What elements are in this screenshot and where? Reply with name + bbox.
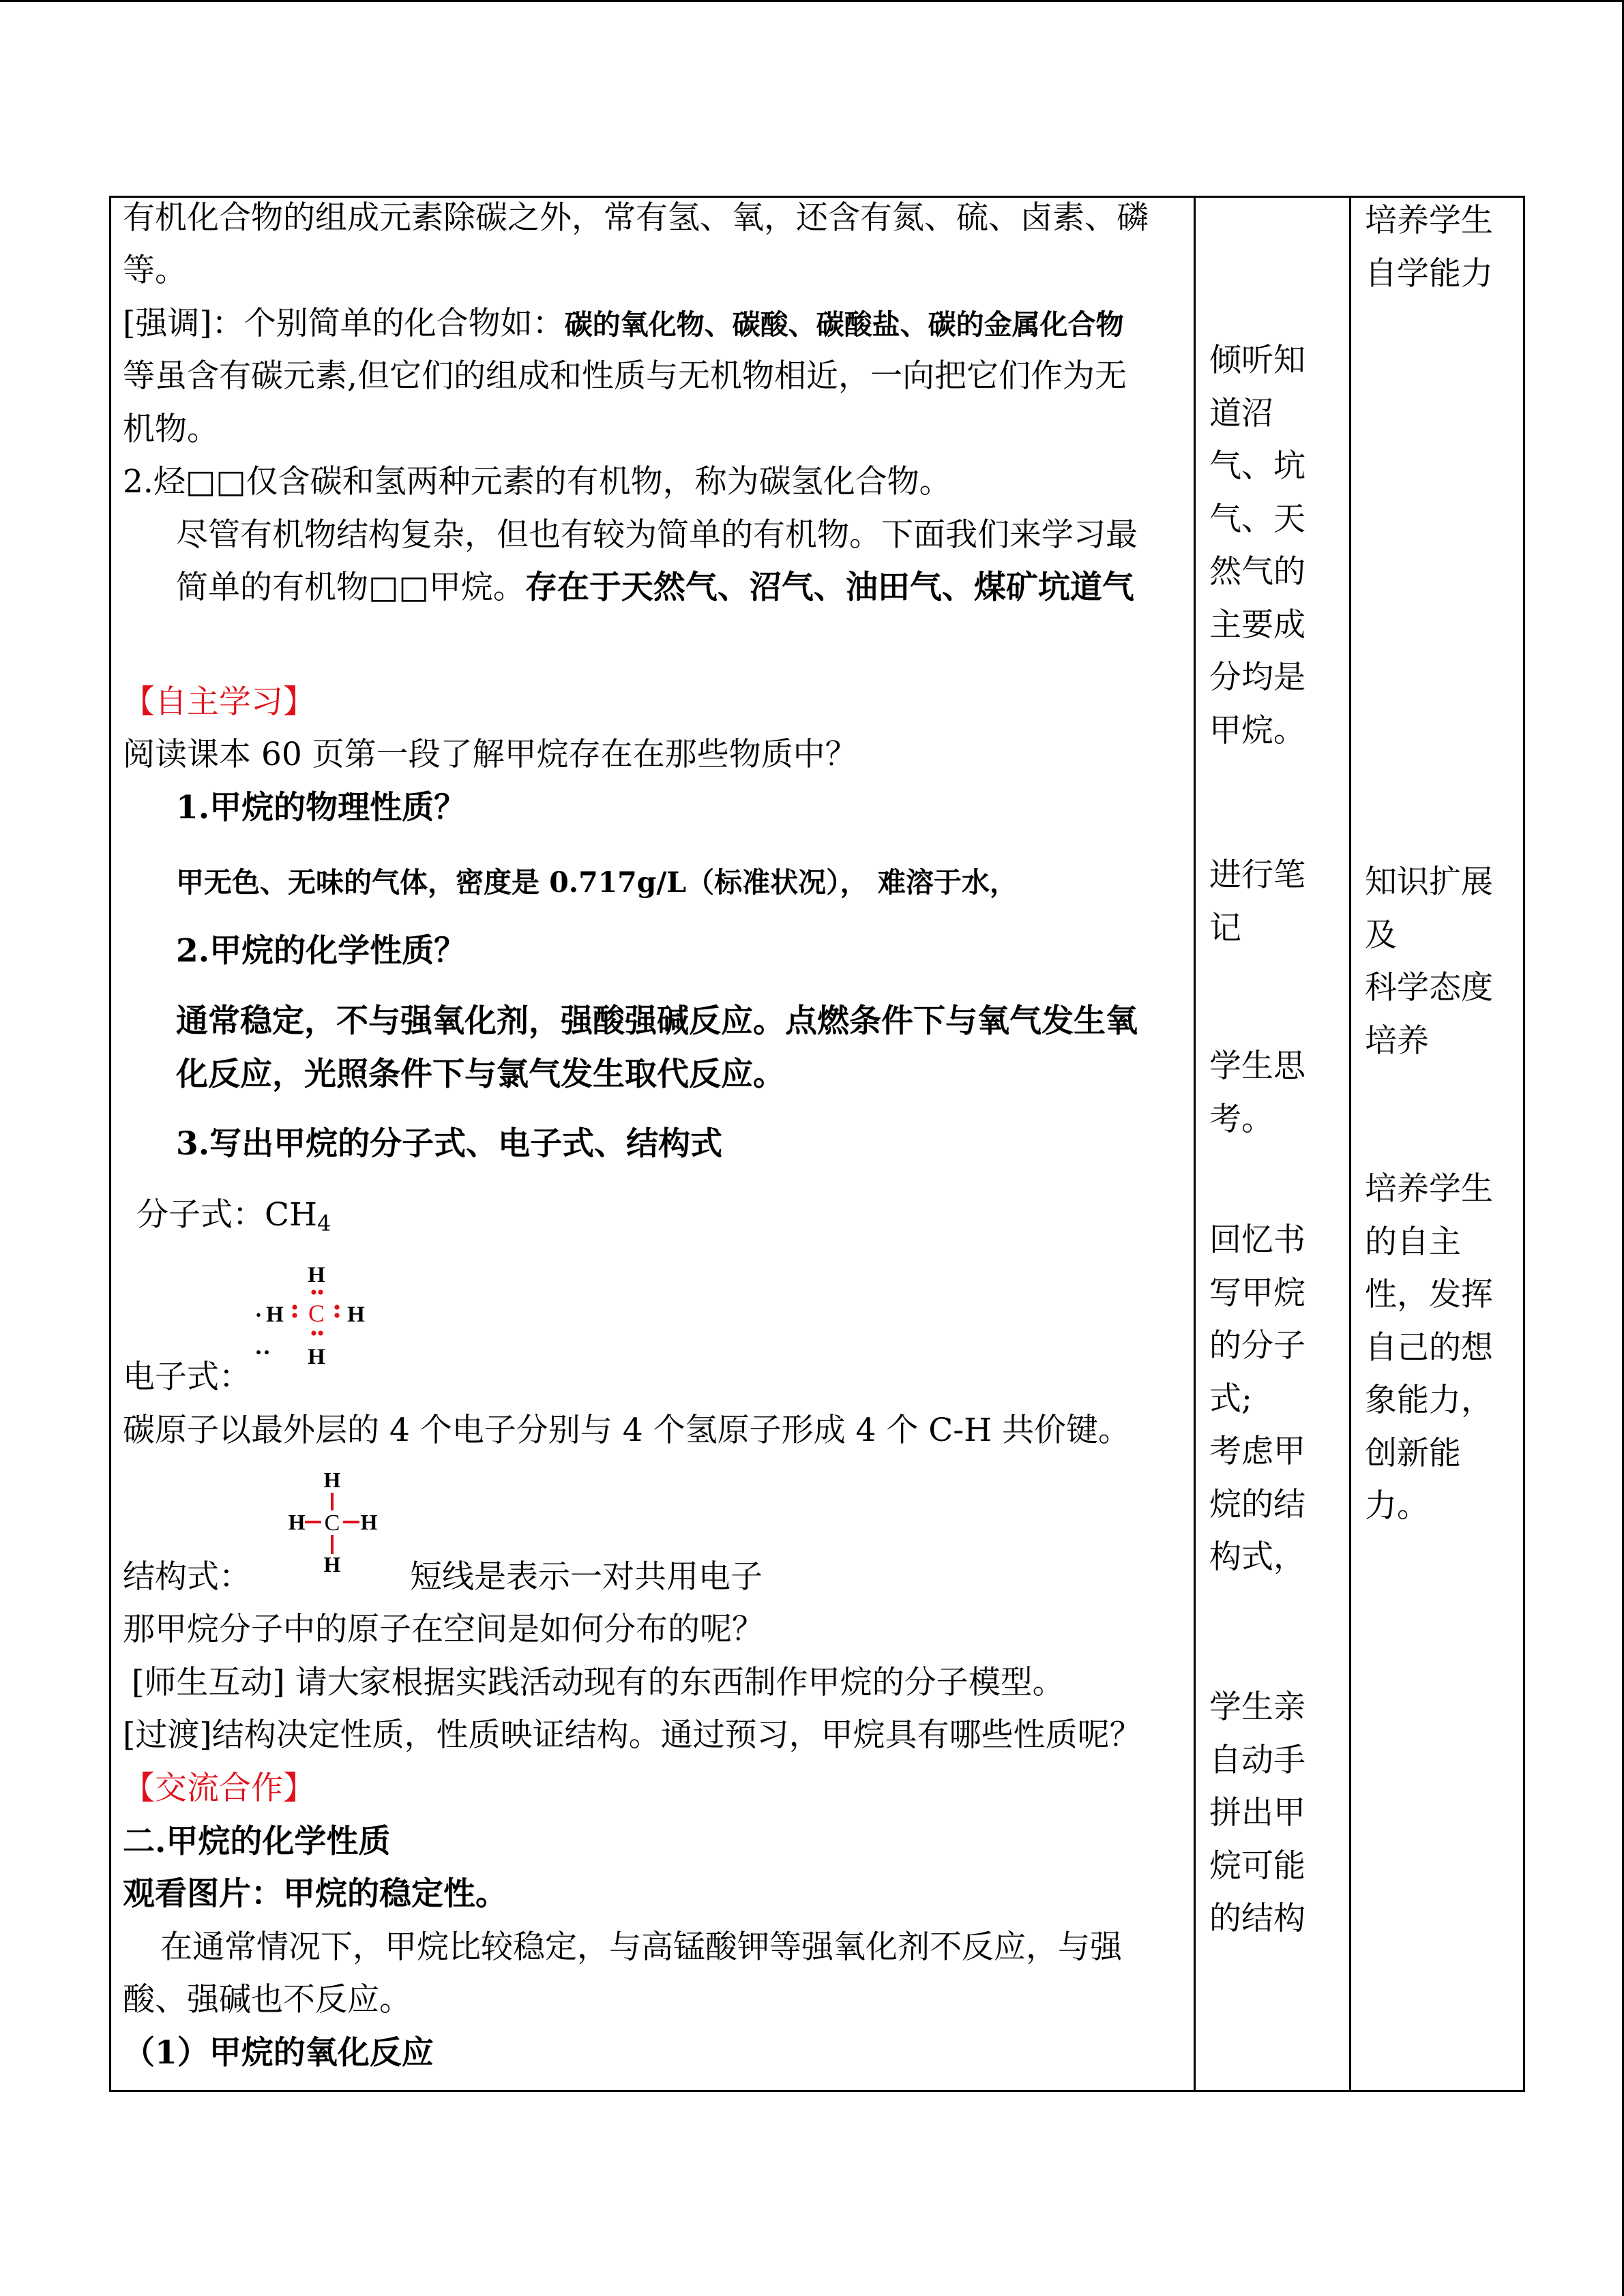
intro-line-1: 有机化合物的组成元素除碳之外，常有氢、氧，还含有氮、硫、卤素、磷: [123, 199, 1149, 237]
emphasis-bold-list: 碳的氧化物、碳酸、碳酸盐、碳的金属化合物: [564, 308, 1124, 341]
student-note-build-model: 学生亲 自动手 拼出甲 烷可能 的结构: [1209, 1688, 1305, 1937]
electron-formula-label: 电子式：: [123, 1358, 251, 1396]
electron-pair-dots: ··: [254, 1339, 271, 1366]
electron-dot: [334, 1304, 339, 1309]
stability-line-2: 酸、强碱也不反应。: [123, 1981, 411, 2018]
answer-chemical-properties-2: 化反应，光照条件下与氯气发生取代反应。: [176, 1056, 785, 1093]
transition-line: [过渡]结构决定性质，性质映证结构。通过预习，甲烷具有哪些性质呢？: [123, 1716, 1142, 1754]
electron-c: C: [308, 1300, 325, 1327]
question-physical-properties: 1.甲烷的物理性质？: [176, 789, 467, 826]
teaching-content-cell: [110, 197, 1195, 2091]
electron-h-bottom: H: [308, 1345, 325, 1369]
structural-formula: [289, 1463, 377, 1579]
electron-lone-dot: ·: [254, 1303, 263, 1328]
oxidation-heading: （1）甲烷的氧化反应: [123, 2034, 434, 2072]
carbon-bond-statement: 碳原子以最外层的 4 个电子分别与 4 个氢原子形成 4 个 C-H 共价键。: [123, 1412, 1131, 1449]
electron-h-right: H: [347, 1302, 365, 1327]
structural-formula-label: 结构式：: [123, 1558, 251, 1596]
reading-task: 阅读课本 60 页第一段了解甲烷存在在那些物质中？: [123, 736, 857, 773]
student-note-think: 学生思 考。: [1209, 1047, 1305, 1138]
teacher-student-interaction: [师生互动] 请大家根据实践活动现有的东西制作甲烷的分子模型。: [132, 1664, 1065, 1701]
intent-autonomy-creativity: 培养学生 的自主 性，发挥 自己的想 象能力， 创新能 力。: [1365, 1170, 1493, 1525]
short-line-note: 短线是表示一对共用电子: [410, 1558, 763, 1596]
electron-h-top: H: [308, 1263, 325, 1287]
chemical-properties-heading: 二.甲烷的化学性质: [123, 1823, 391, 1860]
stability-line-1: 在通常情况下，甲烷比较稳定，与高锰酸钾等强氧化剂不反应，与强: [160, 1928, 1122, 1966]
question-chemical-properties: 2.甲烷的化学性质？: [176, 932, 467, 970]
electron-dot: [318, 1330, 323, 1335]
student-note-recall: 回忆书 写甲烷 的分子 式; 考虑甲 烷的结 构式，: [1209, 1221, 1305, 1576]
struct-h-right: H: [360, 1510, 377, 1534]
emphasis-tag: [强调]：个别简单的化合物如：: [123, 305, 565, 342]
student-note-listen: 倾听知 道沼 气、坑 气、天 然气的 主要成 分均是 甲烷。: [1209, 342, 1305, 749]
cooperation-heading: 【交流合作】: [123, 1770, 315, 1807]
methane-sources: 存在于天然气、沼气、油田气、煤矿坑道气: [525, 569, 1134, 606]
electron-dot: [292, 1313, 297, 1317]
answer-chemical-properties-1: 通常稳定，不与强氧化剂，强酸强碱反应。点燃条件下与氧气发生氧: [176, 1002, 1138, 1040]
struct-h-left: H: [289, 1510, 306, 1534]
electron-dot: [334, 1313, 339, 1317]
hydrocarbon-definition: 2.烃□□仅含碳和氢两种元素的有机物，称为碳氢化合物。: [123, 463, 951, 501]
watch-picture-line: 观看图片：甲烷的稳定性。: [123, 1875, 507, 1913]
electron-dot-formula: [248, 1251, 370, 1381]
struct-h-bottom: H: [323, 1552, 341, 1577]
page-top-border: [0, 0, 1624, 2]
electron-dot: [311, 1330, 316, 1335]
intent-self-study: 培养学生 自学能力: [1365, 202, 1493, 293]
intent-knowledge-expansion: 知识扩展 及 科学态度 培养: [1365, 863, 1493, 1060]
electron-dot: [292, 1304, 297, 1309]
emphasis-line: [123, 303, 1124, 345]
self-study-heading: 【自主学习】: [123, 683, 315, 721]
electron-dot: [318, 1289, 323, 1294]
simple-organic-line-1: 尽管有机物结构复杂，但也有较为简单的有机物。下面我们来学习最: [176, 516, 1138, 554]
answer-physical-properties: 甲无色、无味的气体，密度是 0.717g/L（标准状况）， 难溶于水，: [176, 866, 1018, 899]
question-formulas: 3.写出甲烷的分子式、电子式、结构式: [176, 1125, 723, 1163]
student-activity-cell: [1195, 197, 1350, 2091]
lesson-plan-table: [109, 196, 1525, 2092]
struct-c: C: [324, 1510, 340, 1536]
electron-h-left: H: [266, 1302, 284, 1327]
simple-organic-line-2: 简单的有机物□□甲烷。存在于天然气、沼气、油田气、煤矿坑道气: [176, 569, 1134, 606]
emphasis-cont-line-2: 机物。: [123, 411, 219, 448]
struct-h-top: H: [323, 1467, 341, 1492]
spatial-question: 那甲烷分子中的原子在空间是如何分布的呢？: [123, 1611, 764, 1648]
subscript-4: 4: [316, 1210, 331, 1236]
molecular-formula: 分子式：$CH_4$: [136, 1196, 331, 1236]
electron-dot: [311, 1289, 316, 1294]
emphasis-cont-line-1: 等虽含有碳元素,但它们的组成和性质与无机物相近，一向把它们作为无: [123, 357, 1127, 395]
design-intent-cell: [1350, 197, 1524, 2091]
student-note-take-notes: 进行笔 记: [1209, 856, 1305, 947]
intro-line-2: 等。: [123, 252, 187, 289]
